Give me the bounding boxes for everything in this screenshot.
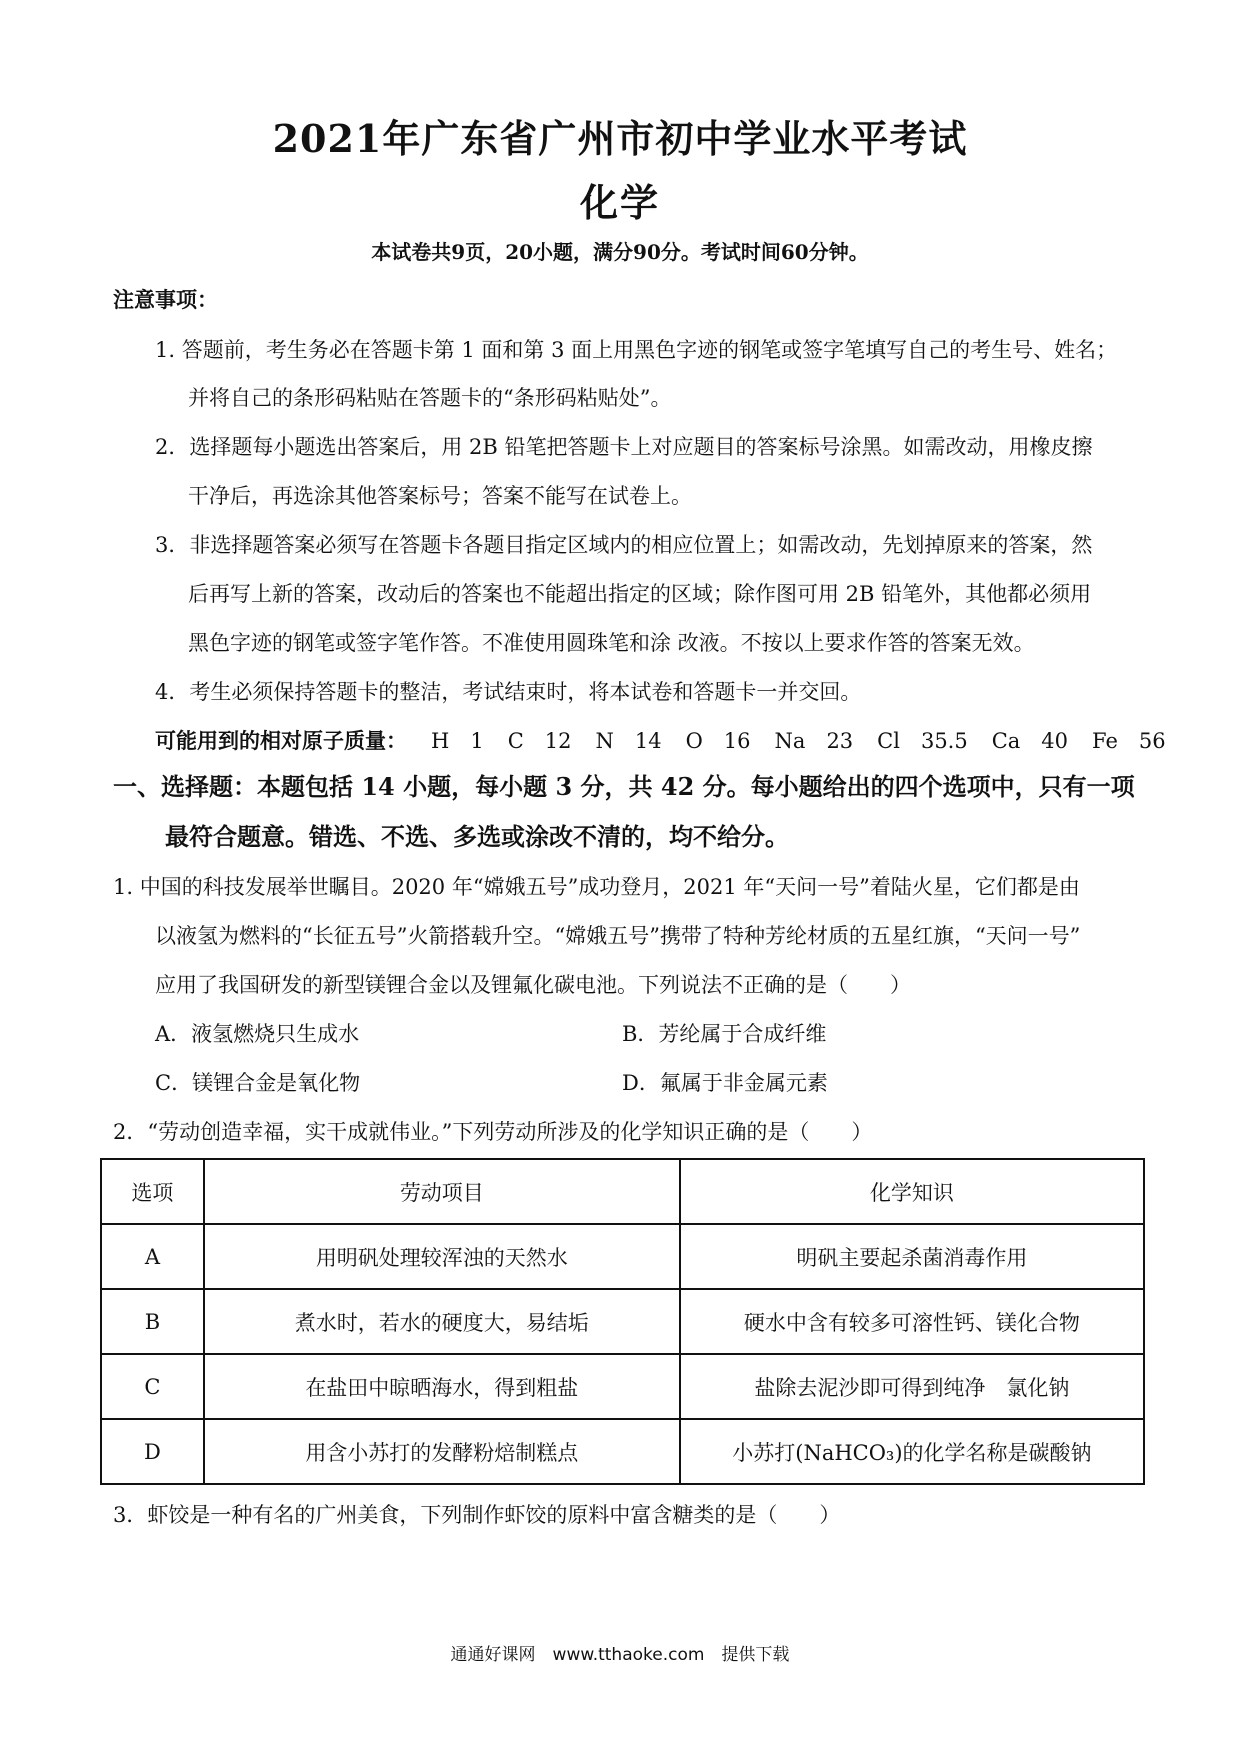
q1-stem: 1. 中国的科技发展举世瞩目。2020 年“嫦娥五号”成功登月，2021 年“天问一号”着陆火星，它们都是由 <box>113 875 1080 899</box>
section1-heading-cont: 最符合题意。错选、不选、多选或涂改不清的，均不给分。 <box>165 822 789 851</box>
table-cell: 小苏打(NaHCO₃)的化学名称是碳酸钠 <box>680 1419 1144 1484</box>
table-cell: B <box>101 1289 204 1354</box>
table-cell: 明矾主要起杀菌消毒作用 <box>680 1224 1144 1289</box>
table-cell: 用明矾处理较浑浊的天然水 <box>204 1224 680 1289</box>
table-header: 选项 <box>101 1159 204 1224</box>
section1-heading: 一、选择题：本题包括 14 小题，每小题 3 分，共 42 分。每小题给出的四个选项中，只有一项 <box>113 772 1135 801</box>
page-footer: 通通好课网 www.tthaoke.com 提供下载 <box>450 1645 790 1665</box>
notice-line: 4．考生必须保持答题卡的整洁，考试结束时，将本试卷和答题卡一并交回。 <box>155 680 862 704</box>
q1-stem: 以液氢为燃料的“长征五号”火箭搭载升空。“嫦娥五号”携带了特种芳纶材质的五星红旗，“天问一号” <box>155 924 1081 948</box>
table-cell: D <box>101 1419 204 1484</box>
exam-title: 2021年广东省广州市初中学业水平考试 <box>272 116 968 161</box>
notice-line: 后再写上新的答案，改动后的答案也不能超出指定的区域；除作图可用 2B 铅笔外，其他都必须用 <box>188 582 1092 606</box>
table-row <box>101 1224 1144 1289</box>
atomic-mass: Fe 56 <box>1092 729 1166 753</box>
q1-option-c: C．镁锂合金是氧化物 <box>155 1071 361 1095</box>
table-cell: 在盐田中晾晒海水，得到粗盐 <box>204 1354 680 1419</box>
notice-line: 黑色字迹的钢笔或签字笔作答。不准使用圆珠笔和涂 改液。不按以上要求作答的答案无效。 <box>188 631 1035 655</box>
atomic-mass: Ca 40 <box>991 729 1069 753</box>
table-row <box>101 1354 1144 1419</box>
notice-line: 3．非选择题答案必须写在答题卡各题目指定区域内的相应位置上；如需改动，先划掉原来的答案，然 <box>155 533 1093 557</box>
q1-option-a: A．液氢燃烧只生成水 <box>155 1022 360 1046</box>
notice-heading: 注意事项： <box>113 287 218 312</box>
table-cell: 煮水时，若水的硬度大，易结垢 <box>204 1289 680 1354</box>
notice-line: 2．选择题每小题选出答案后，用 2B 铅笔把答题卡上对应题目的答案标号涂黑。如需改动，用橡皮擦 <box>155 435 1093 459</box>
notice-line: 1. 答题前，考生务必在答题卡第 1 面和第 3 面上用黑色字迹的钢笔或签字笔填写自己的考生号、姓名； <box>155 338 1118 362</box>
table-cell: A <box>101 1224 204 1289</box>
q1-stem: 应用了我国研发的新型镁锂合金以及锂氟化碳电池。下列说法不正确的是（ ） <box>155 973 911 997</box>
table-cell: C <box>101 1354 204 1419</box>
atomic-mass: O 16 <box>685 729 751 753</box>
atomic-masses <box>155 726 1190 756</box>
table-header: 劳动项目 <box>204 1159 680 1224</box>
table-row <box>101 1289 1144 1354</box>
exam-subject: 化学 <box>579 180 660 225</box>
table-row <box>101 1419 1144 1484</box>
q1-option-b: B．芳纶属于合成纤维 <box>622 1022 827 1046</box>
table-cell: 硬水中含有较多可溶性钙、镁化合物 <box>680 1289 1144 1354</box>
table-header: 化学知识 <box>680 1159 1144 1224</box>
atomic-mass: Na 23 <box>774 729 854 753</box>
notice-line: 干净后，再选涂其他答案标号；答案不能写在试卷上。 <box>188 484 692 508</box>
notice-line: 并将自己的条形码粘贴在答题卡的“条形码粘贴处”。 <box>188 386 672 410</box>
table-cell: 用含小苏打的发酵粉焙制糕点 <box>204 1419 680 1484</box>
table-cell: 盐除去泥沙即可得到纯净 氯化钠 <box>680 1354 1144 1419</box>
q1-option-d: D．氟属于非金属元素 <box>622 1071 828 1095</box>
atomic-masses-label: 可能用到的相对原子质量： <box>155 728 407 753</box>
table-header-row <box>101 1159 1144 1224</box>
exam-info: 本试卷共9页，20小题，满分90分。考试时间60分钟。 <box>371 240 869 264</box>
atomic-mass: N 14 <box>595 729 662 753</box>
q2-table <box>100 1158 1145 1485</box>
atomic-mass: Cl 35.5 <box>877 729 968 753</box>
atomic-mass: H 1 <box>431 729 484 753</box>
atomic-mass: C 12 <box>507 729 572 753</box>
q2-stem: 2．“劳动创造幸福，实干成就伟业。”下列劳动所涉及的化学知识正确的是（ ） <box>113 1120 873 1144</box>
q3-stem: 3．虾饺是一种有名的广州美食，下列制作虾饺的原料中富含糖类的是（ ） <box>113 1503 841 1527</box>
